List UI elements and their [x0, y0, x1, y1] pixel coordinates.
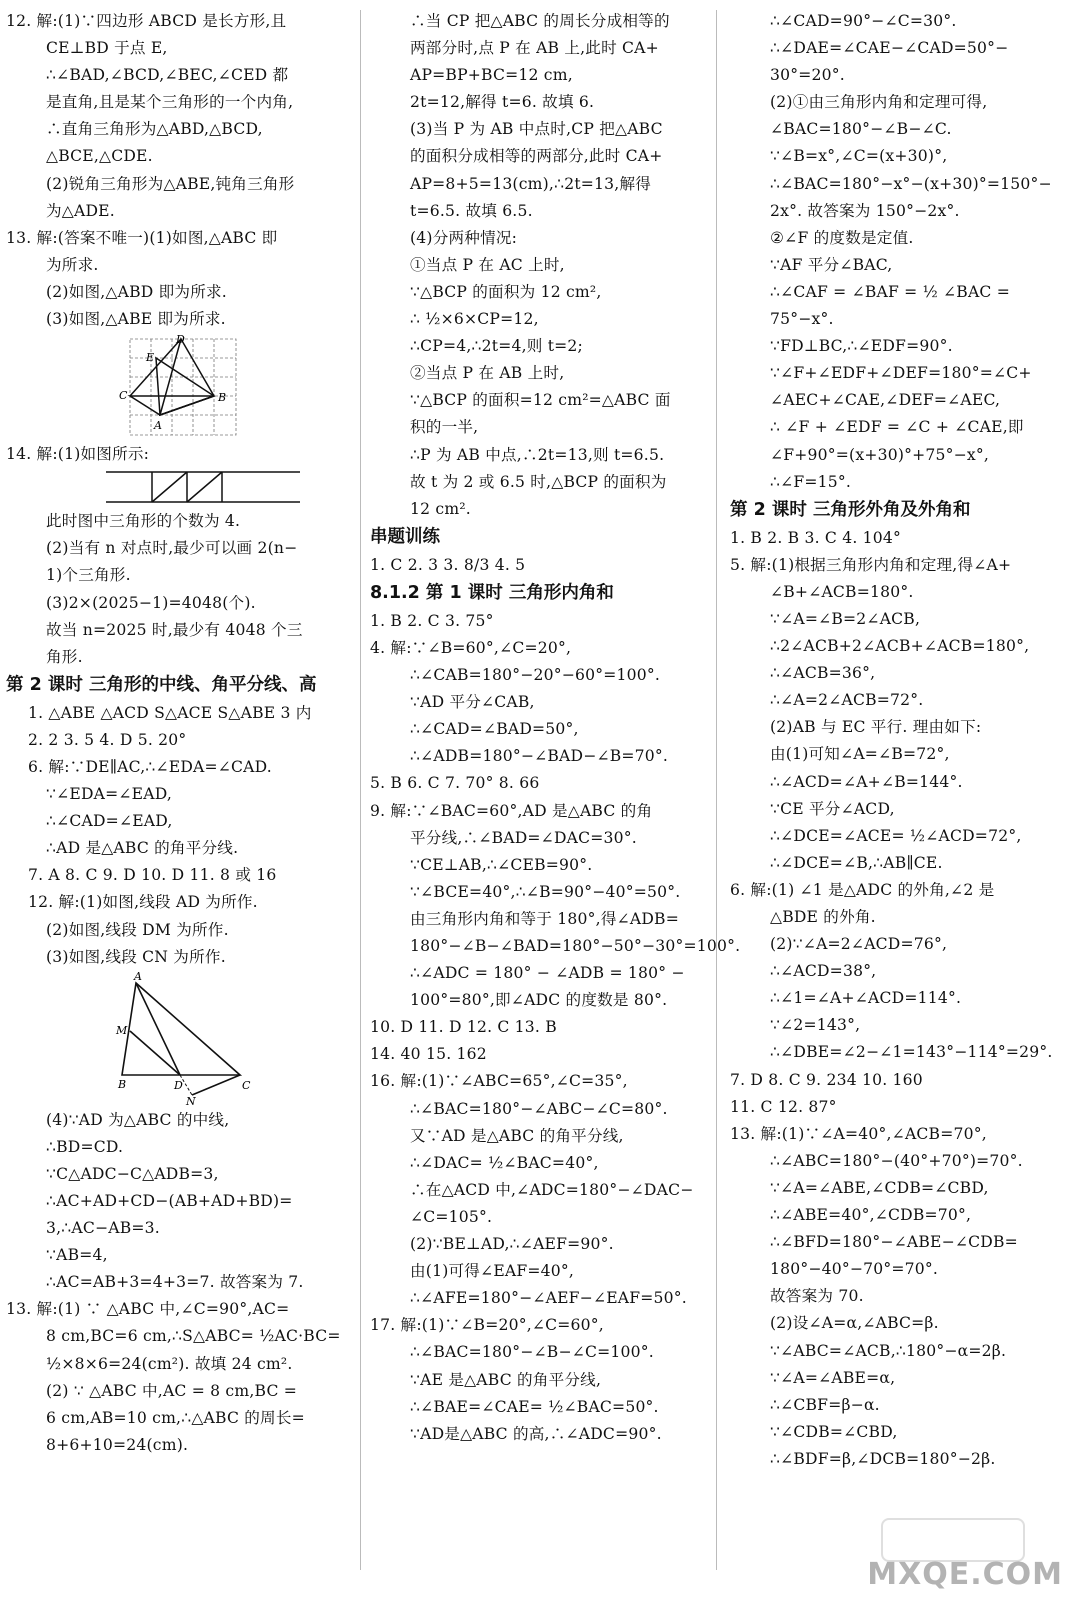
section-heading: 第 2 课时 三角形的中线、角平分线、高	[6, 674, 317, 695]
text-line: ∵AB=4,	[46, 1246, 108, 1265]
text-line: ∵C△ADC−C△ADB=3,	[46, 1164, 219, 1183]
fig3-label-a: A	[134, 970, 142, 983]
text-line: ∵∠B=x°,∠C=(x+30)°,	[770, 147, 948, 166]
text-line: 13. 解:(1) ∵ △ABC 中,∠C=90°,AC=	[6, 1300, 290, 1319]
fig3-label-b: B	[118, 1077, 127, 1091]
text-line: ∴CP=4,∴2t=4,则 t=2;	[410, 337, 583, 356]
section-heading: 第 2 课时 三角形外角及外角和	[730, 499, 971, 520]
text-line: ∴AD 是△ABC 的角平分线.	[46, 839, 239, 858]
text-line: 7. A 8. C 9. D 10. D 11. 8 或 16	[28, 866, 277, 885]
fig1-label-e: E	[146, 351, 155, 365]
text-line: ∴∠ADB=180°−∠BAD−∠B=70°.	[410, 747, 669, 766]
text-line: 10. D 11. D 12. C 13. B	[370, 1018, 557, 1037]
text-line: 6 cm,AB=10 cm,∴△ABC 的周长=	[46, 1408, 305, 1427]
text-line: 1. B 2. C 3. 75°	[370, 611, 494, 630]
text-line: △BDE 的外角.	[770, 908, 876, 926]
text-line: 12. 解:(1)∵四边形 ABCD 是长方形,且	[6, 12, 287, 30]
text-line: (2)锐角三角形为△ABE,钝角三角形	[46, 174, 295, 193]
text-line: ∵∠F+∠EDF+∠DEF=180°=∠C+	[770, 364, 1032, 383]
fig3-label-d: D	[174, 1078, 183, 1092]
column-1	[6, 8, 358, 1459]
text-line: ∵∠CDB=∠CBD,	[770, 1422, 898, 1441]
text-line: ∴∠BAC=180°−∠B−∠C=100°.	[410, 1343, 654, 1362]
col1-block-c	[6, 508, 358, 971]
text-line: ∴∠CAD=90°−∠C=30°.	[770, 12, 957, 30]
text-line: 积的一半,	[410, 418, 479, 437]
text-line: (3)如图,△ABE 即为所求.	[46, 310, 226, 329]
text-line: ∴∠CAD=∠BAD=50°,	[410, 720, 579, 739]
text-line: ∠C=105°.	[410, 1207, 493, 1226]
text-line: ∴∠BAE=∠CAE= ½∠BAC=50°.	[410, 1397, 659, 1416]
col1-block-b	[6, 441, 358, 468]
text-line: 故当 n=2025 时,最少有 4048 个三	[46, 620, 303, 639]
text-line: ∴∠ABC=180°−(40°+70°)=70°.	[770, 1151, 1023, 1170]
text-line: ∵△BCP 的面积=12 cm²=△ABC 面	[410, 391, 671, 410]
fig3-label-c: C	[242, 1078, 251, 1092]
text-line: ②当点 P 在 AB 上时,	[410, 364, 565, 383]
text-line: 14. 解:(1)如图所示:	[6, 445, 150, 464]
text-line: 平分线,∴∠BAD=∠DAC=30°.	[410, 828, 637, 847]
parallel-figure-svg	[70, 468, 310, 508]
text-line: ∠AEC+∠CAE,∠DEF=∠AEC,	[770, 391, 1001, 410]
text-line: 5. B 6. C 7. 70° 8. 66	[370, 774, 540, 793]
text-line: 7. D 8. C 9. 234 10. 160	[730, 1070, 923, 1089]
text-line: ∠F+90°=(x+30)°+75°−x°,	[770, 445, 990, 464]
text-line: AP=BP+BC=12 cm,	[410, 66, 573, 85]
text-line: 8 cm,BC=6 cm,∴S△ABC= ½AC·BC=	[46, 1327, 341, 1346]
text-line: ∵CE⊥AB,∴∠CEB=90°.	[410, 855, 593, 874]
text-line: ∵∠A=∠B=2∠ACB,	[770, 609, 921, 628]
text-line: ∴∠BFD=180°−∠ABE−∠CDB=	[770, 1233, 1018, 1252]
text-line: ∴AC=AB+3=4+3=7. 故答案为 7.	[46, 1273, 304, 1292]
text-line: 此时图中三角形的个数为 4.	[46, 512, 241, 531]
text-line: 两部分时,点 P 在 AB 上,此时 CA+	[410, 39, 659, 58]
text-line: ∵AD是△ABC 的高,∴∠ADC=90°.	[410, 1424, 662, 1443]
text-line: (2)∵∠A=2∠ACD=76°,	[770, 935, 948, 954]
text-line: 180°−∠B−∠BAD=180°−50°−30°=100°.	[410, 937, 741, 955]
text-line: AP=8+5=13(cm),∴2t=13,解得	[410, 174, 652, 193]
text-line: ∵FD⊥BC,∴∠EDF=90°.	[770, 337, 953, 356]
text-line: ∴∠CBF=β−α.	[770, 1395, 880, 1414]
text-line: 6. 解:(1) ∠1 是△ADC 的外角,∠2 是	[730, 880, 995, 899]
fig3-label-m: M	[116, 1023, 128, 1037]
text-line: ∵AE 是△ABC 的角平分线,	[410, 1370, 602, 1389]
text-line: 1)个三角形.	[46, 566, 131, 585]
fig1-label-d: D	[176, 333, 185, 347]
text-line: 故 t 为 2 或 6.5 时,△BCP 的面积为	[410, 472, 667, 491]
text-line: 75°−x°.	[770, 310, 834, 329]
text-line: 14. 40 15. 162	[370, 1045, 487, 1064]
watermark-badge	[881, 1518, 1025, 1562]
text-line: ∴P 为 AB 中点,∴2t=13,则 t=6.5.	[410, 445, 665, 464]
text-line: (2)如图,线段 DM 为所作.	[46, 920, 229, 939]
text-line: ∵∠BCE=40°,∴∠B=90°−40°=50°.	[410, 882, 681, 901]
col1-block-d	[6, 1107, 358, 1459]
text-line: 由三角形内角和等于 180°,得∠ADB=	[410, 909, 679, 928]
text-line: 2t=12,解得 t=6. 故填 6.	[410, 93, 595, 112]
text-line: 故答案为 70.	[770, 1287, 864, 1306]
fig1-label-a: A	[154, 419, 162, 433]
text-line: ∵∠ABC=∠ACB,∴180°−α=2β.	[770, 1341, 1007, 1360]
fig1-label-b: B	[218, 391, 227, 405]
text-line: 8+6+10=24(cm).	[46, 1435, 189, 1454]
text-line: ∴∠ABE=40°,∠CDB=70°,	[770, 1206, 972, 1225]
text-line: 为△ADE.	[46, 201, 115, 220]
grid-figure-svg	[116, 333, 266, 441]
text-line: 1. B 2. B 3. C 4. 104°	[730, 528, 902, 547]
section-heading: 串题训练	[370, 526, 440, 547]
text-line: 由(1)可知∠A=∠B=72°,	[770, 745, 950, 764]
text-line: (2)AB 与 EC 平行. 理由如下:	[770, 718, 982, 737]
text-line: ∠BAC=180°−∠B−∠C.	[770, 120, 952, 139]
text-line: 13. 解:(答案不唯一)(1)如图,△ABC 即	[6, 228, 278, 247]
text-line: 1. △ABE △ACD S△ACE S△ABE 3 内	[28, 703, 312, 722]
fig3-label-n: N	[186, 1094, 196, 1107]
text-line: ∴ ½×6×CP=12,	[410, 310, 539, 329]
text-line: 30°=20°.	[770, 66, 845, 85]
text-line: ∴BD=CD.	[46, 1137, 124, 1156]
text-line: ∵∠A=∠ABE,∠CDB=∠CBD,	[770, 1178, 989, 1197]
median-figure-svg	[106, 971, 266, 1107]
text-line: ∠B+∠ACB=180°.	[770, 582, 914, 601]
text-line: 3,∴AC−AB=3.	[46, 1219, 160, 1238]
text-line: ∵CE 平分∠ACD,	[770, 799, 895, 818]
text-line: ∵△BCP 的面积为 12 cm²,	[410, 282, 602, 301]
text-line: 100°=80°,即∠ADC 的度数是 80°.	[410, 991, 668, 1010]
triangle-median-figure	[106, 971, 358, 1107]
text-line: 由(1)可得∠EAF=40°,	[410, 1262, 575, 1281]
text-line: ∵∠2=143°,	[770, 1016, 861, 1035]
text-line: (3)2×(2025−1)=4048(个).	[46, 593, 256, 612]
text-line: ∴当 CP 把△ABC 的周长分成相等的	[410, 12, 670, 30]
column-2	[370, 8, 741, 1448]
text-line: (2)①由三角形内角和定理可得,	[770, 93, 988, 112]
grid-triangle-figure	[116, 333, 358, 441]
text-line: ∴∠ACD=∠A+∠B=144°.	[770, 772, 963, 791]
text-line: ∴∠BAD,∠BCD,∠BEC,∠CED 都	[46, 66, 289, 85]
text-line: ∴∠ACD=38°,	[770, 962, 877, 981]
text-line: ∴∠ACB=36°,	[770, 664, 876, 683]
text-line: 的面积分成相等的两部分,此时 CA+	[410, 147, 663, 166]
column-3	[730, 8, 1064, 1473]
text-line: ∵AD 平分∠CAB,	[410, 693, 535, 712]
text-line: ∵∠EDA=∠EAD,	[46, 785, 173, 804]
text-line: ∴∠DCE=∠B,∴AB∥CE.	[770, 853, 943, 872]
text-line: ∴∠BAC=180°−x°−(x+30)°=150°−	[770, 174, 1052, 193]
text-line: ∴∠DAE=∠CAE−∠CAD=50°−	[770, 39, 1009, 58]
text-line: ∴∠A=2∠ACB=72°.	[770, 691, 924, 710]
text-line: 12. 解:(1)如图,线段 AD 为所作.	[28, 893, 258, 912]
text-line: 角形.	[46, 647, 83, 666]
text-line: ∵AF 平分∠BAC,	[770, 255, 893, 274]
text-line: ∵∠A=∠ABE=α,	[770, 1368, 896, 1387]
text-line: 2. 2 3. 5 4. D 5. 20°	[28, 730, 187, 749]
text-line: ∴直角三角形为△ABD,△BCD,	[46, 120, 263, 139]
text-line: △BCE,△CDE.	[46, 147, 153, 166]
text-line: 是直角,且是某个三角形的一个内角,	[46, 93, 294, 112]
text-line: ∴在△ACD 中,∠ADC=180°−∠DAC−	[410, 1180, 694, 1199]
text-line: CE⊥BD 于点 E,	[46, 39, 168, 58]
text-line: (2)∵BE⊥AD,∴∠AEF=90°.	[410, 1235, 614, 1254]
text-line: ②∠F 的度数是定值.	[770, 228, 914, 247]
text-line: ∴∠CAB=180°−20°−60°=100°.	[410, 666, 661, 685]
text-line: 17. 解:(1)∵∠B=20°,∠C=60°,	[370, 1316, 604, 1335]
text-line: 2x°. 故答案为 150°−2x°.	[770, 201, 960, 220]
text-line: t=6.5. 故填 6.5.	[410, 201, 533, 220]
text-line: (2)当有 n 对点时,最少可以画 2(n−	[46, 539, 298, 558]
text-line: 4. 解:∵∠B=60°,∠C=20°,	[370, 638, 572, 657]
text-line: 6. 解:∵DE∥AC,∴∠EDA=∠CAD.	[28, 757, 272, 776]
text-line: 5. 解:(1)根据三角形内角和定理,得∠A+	[730, 555, 1012, 574]
text-line: 180°−40°−70°=70°.	[770, 1260, 939, 1279]
parallel-lines-figure	[70, 468, 358, 508]
text-line: ∴∠AFE=180°−∠AEF−∠EAF=50°.	[410, 1289, 687, 1308]
text-line: 又∵AD 是△ABC 的角平分线,	[410, 1126, 624, 1145]
text-line: ∴∠CAD=∠EAD,	[46, 812, 173, 831]
text-line: (2)设∠A=α,∠ABC=β.	[770, 1314, 939, 1333]
text-line: ①当点 P 在 AC 上时,	[410, 255, 565, 274]
text-line: ∴∠F=15°.	[770, 472, 852, 491]
watermark: MXQE.COM	[867, 1557, 1063, 1592]
text-line: ∴∠DCE=∠ACE= ½∠ACD=72°,	[770, 826, 1022, 845]
text-line: ∴2∠ACB+2∠ACB+∠ACB=180°,	[770, 637, 1030, 656]
text-line: ∴AC+AD+CD−(AB+AD+BD)=	[46, 1192, 293, 1210]
text-line: ∴∠DBE=∠2−∠1=143°−114°=29°.	[770, 1043, 1053, 1062]
text-line: ½×8×6=24(cm²). 故填 24 cm².	[46, 1354, 293, 1373]
col1-block-a	[6, 8, 358, 333]
text-line: (2)如图,△ABD 即为所求.	[46, 282, 227, 301]
text-line: ∴∠1=∠A+∠ACD=114°.	[770, 989, 962, 1008]
text-line: 为所求.	[46, 255, 99, 274]
text-line: ∴∠BAC=180°−∠ABC−∠C=80°.	[410, 1099, 668, 1118]
text-line: ∴∠CAF = ∠BAF = ½ ∠BAC =	[770, 282, 1010, 301]
fig1-label-c: C	[119, 389, 128, 403]
text-line: (4)分两种情况:	[410, 228, 518, 247]
text-line: 12 cm².	[410, 499, 471, 518]
text-line: ∴∠ADC = 180° − ∠ADB = 180° −	[410, 964, 685, 983]
text-line: 16. 解:(1)∵∠ABC=65°,∠C=35°,	[370, 1072, 628, 1091]
text-line: (3)如图,线段 CN 为所作.	[46, 947, 226, 966]
text-line: (3)当 P 为 AB 中点时,CP 把△ABC	[410, 120, 663, 139]
text-line: ∴∠BDF=β,∠DCB=180°−2β.	[770, 1449, 996, 1468]
text-line: ∴ ∠F + ∠EDF = ∠C + ∠CAE,即	[770, 418, 1024, 437]
text-line: 9. 解:∵∠BAC=60°,AD 是△ABC 的角	[370, 801, 653, 820]
text-line: (4)∵AD 为△ABC 的中线,	[46, 1110, 230, 1129]
text-line: 1. C 2. 3 3. 8/3 4. 5	[370, 555, 526, 574]
text-line: ∴∠DAC= ½∠BAC=40°,	[410, 1153, 599, 1172]
text-line: (2) ∵ △ABC 中,AC = 8 cm,BC =	[46, 1381, 297, 1400]
section-heading: 8.1.2 第 1 课时 三角形内角和	[370, 582, 614, 603]
text-line: 13. 解:(1)∵∠A=40°,∠ACB=70°,	[730, 1124, 987, 1143]
text-line: 11. C 12. 87°	[730, 1097, 837, 1116]
